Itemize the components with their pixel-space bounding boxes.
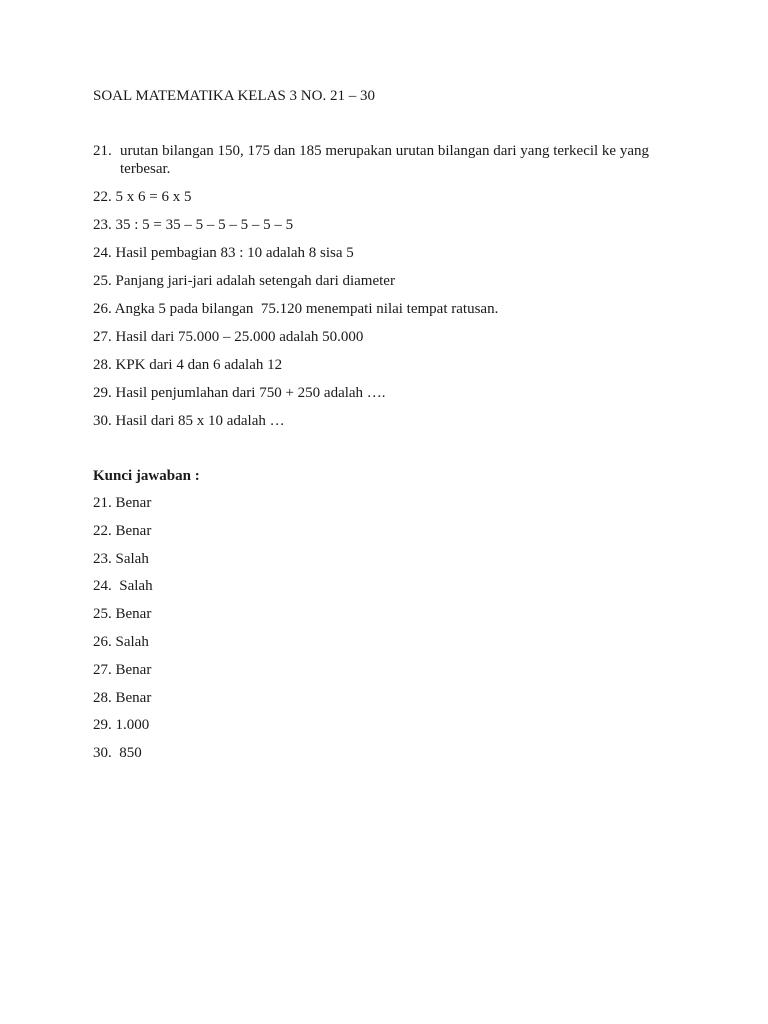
question-list: [93, 142, 683, 440]
answer-21: 21. Benar: [93, 495, 152, 511]
answer-30: 30. 850: [93, 745, 142, 762]
question-27: 27. Hasil dari 75.000 – 25.000 adalah 50.000: [93, 329, 364, 345]
answer-23: 23. Salah: [93, 550, 149, 567]
answer-27: 27. Benar: [93, 661, 152, 678]
answer-key-title: Kunci jawaban :: [93, 468, 200, 484]
answer-28: 28. Benar: [93, 689, 152, 706]
answer-29: 29. 1.000: [93, 717, 150, 734]
answer-24: 24. Salah: [93, 578, 153, 595]
question-22: 22. 5 x 6 = 6 x 5: [93, 189, 192, 205]
answer-22: 22. Benar: [93, 522, 152, 539]
question-29: 29. Hasil penjumlahan dari 750 + 250 adalah ….: [93, 385, 386, 401]
question-23: 23. 35 : 5 = 35 – 5 – 5 – 5 – 5 – 5: [93, 217, 294, 233]
question-25: 25. Panjang jari-jari adalah setengah dari diameter: [93, 273, 395, 289]
answer-26: 26. Salah: [93, 633, 149, 650]
answer-list: [93, 494, 153, 772]
question-30: 30. Hasil dari 85 x 10 adalah …: [93, 413, 285, 429]
question-21: [93, 142, 683, 178]
document-title: SOAL MATEMATIKA KELAS 3 NO. 21 – 30: [93, 88, 375, 104]
question-text: urutan bilangan 150, 175 dan 185 merupakan urutan bilangan dari yang terkecil ke yang terbesar.: [120, 143, 649, 177]
question-26: 26. Angka 5 pada bilangan 75.120 menempati nilai tempat ratusan.: [93, 301, 499, 317]
question-number: 21.: [93, 143, 112, 159]
question-28: 28. KPK dari 4 dan 6 adalah 12: [93, 357, 283, 373]
answer-25: 25. Benar: [93, 606, 152, 623]
question-24: 24. Hasil pembagian 83 : 10 adalah 8 sisa 5: [93, 245, 354, 261]
